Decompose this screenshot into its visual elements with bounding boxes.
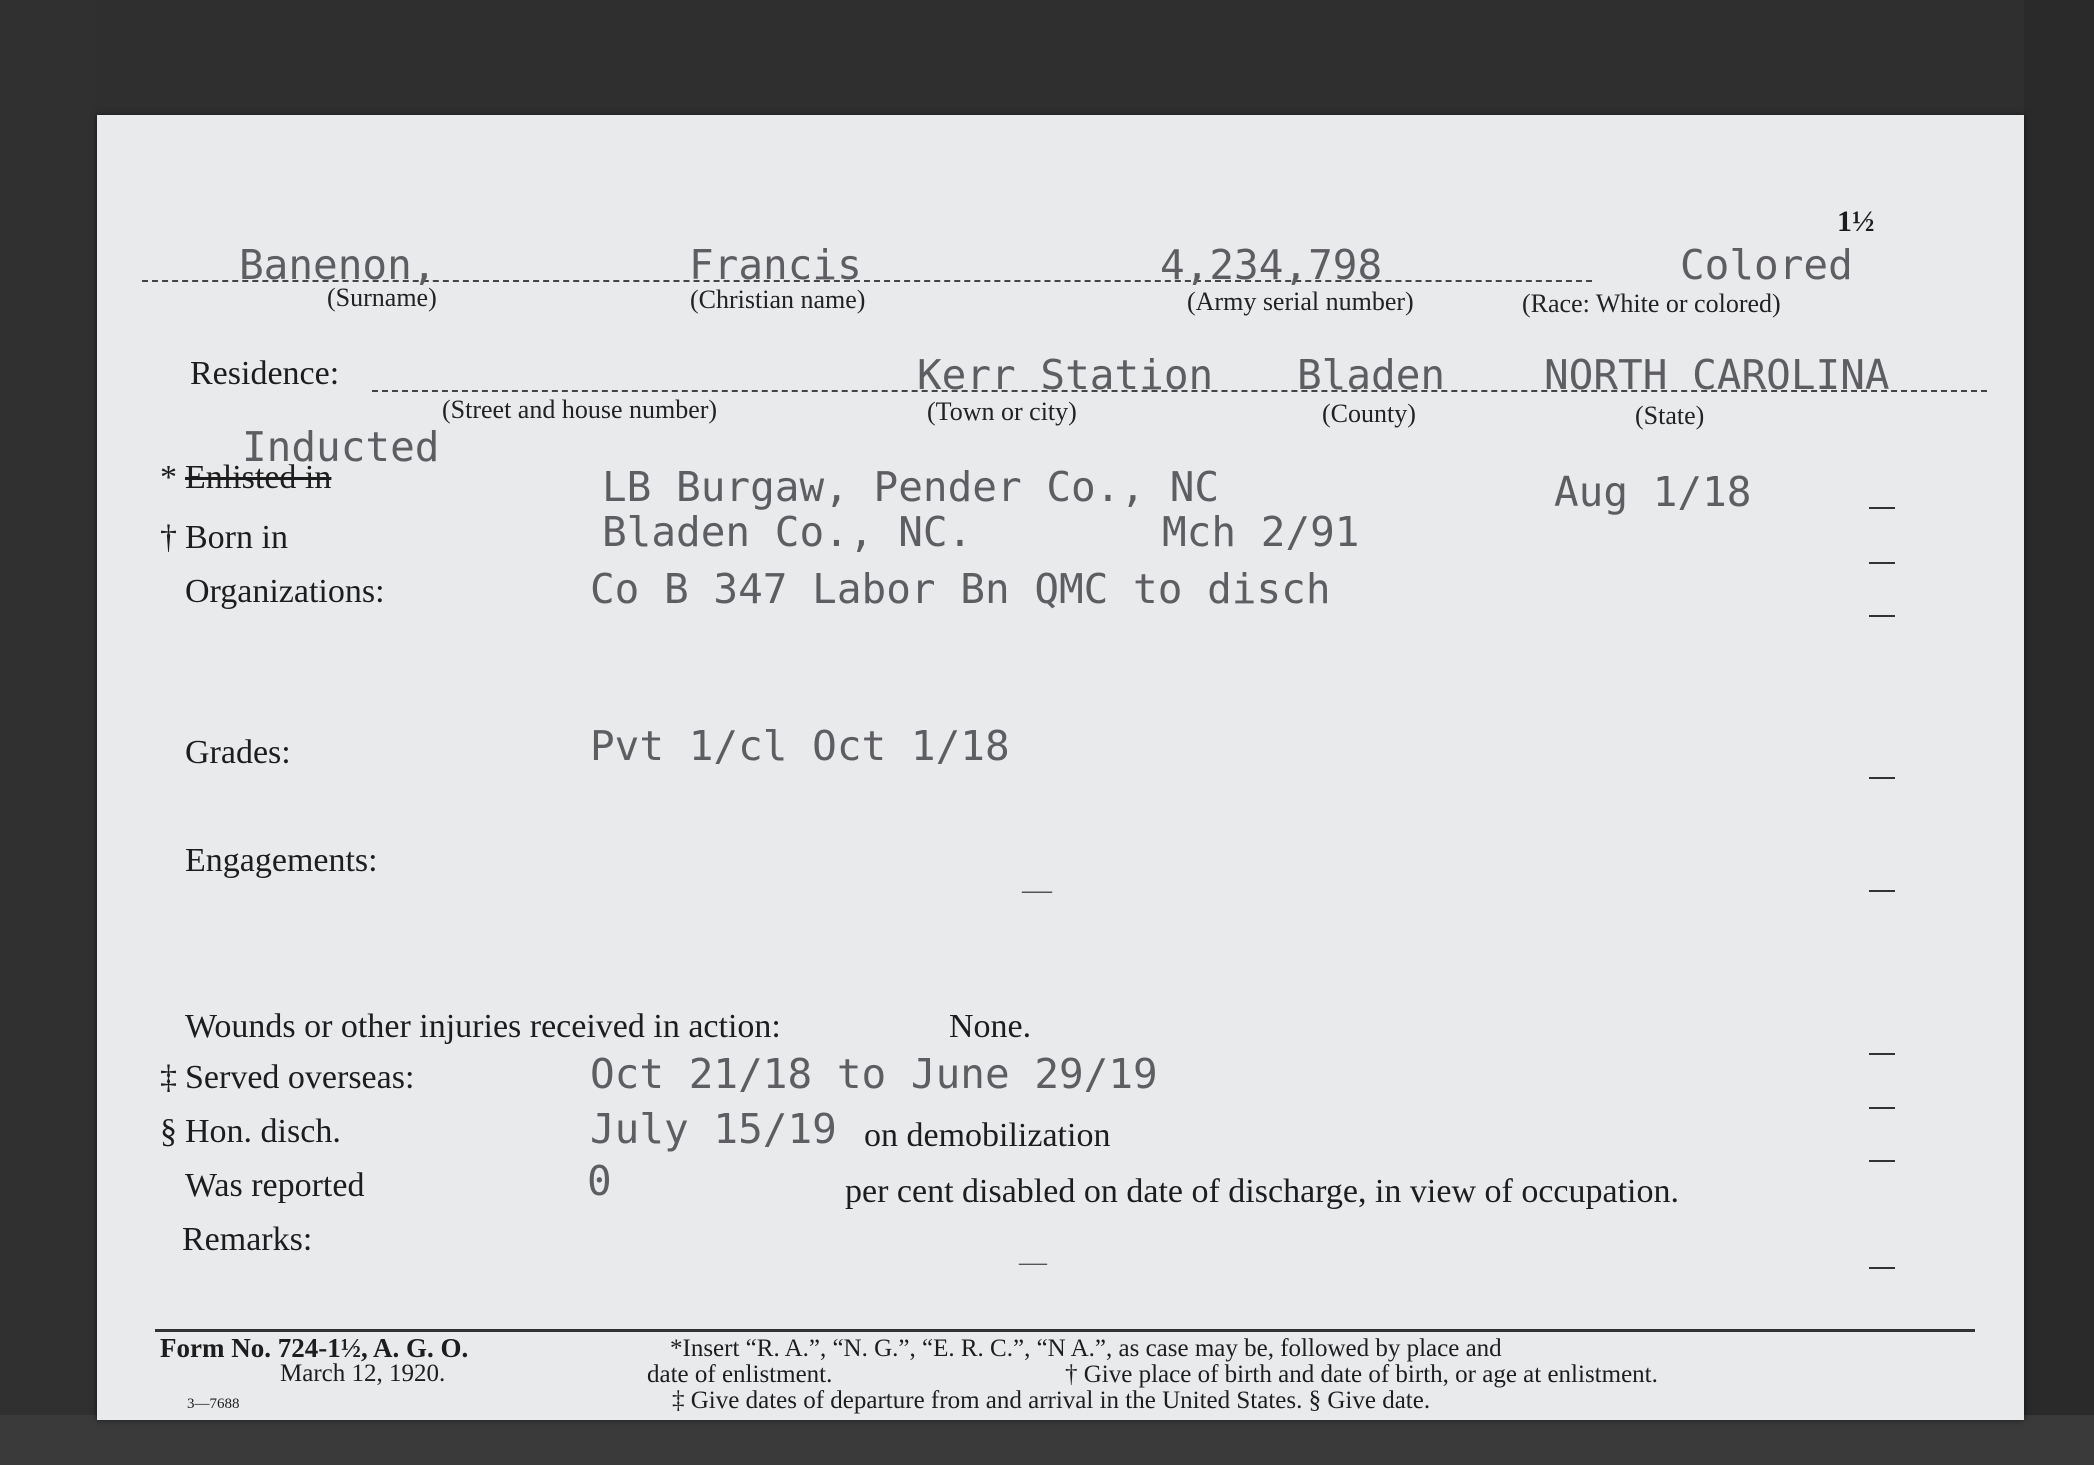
born-date-value: Mch 2/91 <box>1162 508 1360 556</box>
overseas-label: Served overseas: <box>185 1059 415 1096</box>
overseas-dash <box>1869 1053 1895 1055</box>
organizations-dash <box>1869 615 1895 617</box>
christian-name-caption: (Christian name) <box>690 285 866 314</box>
wounds-value: None. <box>949 1008 1032 1045</box>
enlisted-dash <box>1869 507 1895 509</box>
organizations-value: Co B 347 Labor Bn QMC to disch <box>590 565 1331 613</box>
corner-number: 1½ <box>1837 205 1875 238</box>
inserted-inducted-word: Inducted <box>242 423 440 471</box>
footer-rule <box>155 1329 1975 1332</box>
discharge-label: Hon. disch. <box>185 1113 341 1150</box>
footnote-enlistment-date: date of enlistment. <box>647 1361 833 1388</box>
surname-caption: (Surname) <box>327 283 437 312</box>
discharge-dash-2 <box>1869 1160 1895 1162</box>
residence-county-value: Bladen <box>1297 351 1446 399</box>
serial-number-value: 4,234,798 <box>1160 241 1383 289</box>
discharge-suffix: on demobilization <box>864 1117 1111 1154</box>
born-marker: † <box>160 519 177 556</box>
overseas-value: Oct 21/18 to June 29/19 <box>590 1050 1158 1098</box>
county-caption: (County) <box>1322 399 1416 428</box>
enlisted-place-value: LB Burgaw, Pender Co., NC <box>602 463 1220 511</box>
footnote-insert: *Insert “R. A.”, “N. G.”, “E. R. C.”, “N A.”, as case may be, followed by place and <box>670 1335 1502 1362</box>
grades-value: Pvt 1/cl Oct 1/18 <box>590 722 1010 770</box>
discharge-marker: § <box>160 1113 177 1150</box>
scanner-background-bottom <box>0 1415 2094 1465</box>
christian-name-value: Francis <box>689 241 862 289</box>
remarks-label: Remarks: <box>182 1221 313 1258</box>
born-label: Born in <box>185 519 288 556</box>
discharge-date-value: July 15/19 <box>590 1105 837 1153</box>
grades-dash <box>1869 777 1895 779</box>
residence-label: Residence: <box>190 355 340 392</box>
residence-town-value: Kerr Station <box>917 351 1214 399</box>
overseas-marker: ‡ <box>160 1059 177 1096</box>
discharge-dash <box>1869 1107 1895 1109</box>
engagements-label: Engagements: <box>185 842 378 879</box>
form-number: Form No. 724-1½, A. G. O. <box>160 1333 469 1363</box>
print-code: 3—7688 <box>187 1396 240 1412</box>
grades-label: Grades: <box>185 734 291 771</box>
remarks-dash <box>1869 1267 1895 1269</box>
engagements-dash <box>1869 890 1895 892</box>
born-dash <box>1869 562 1895 564</box>
form-date: March 12, 1920. <box>280 1360 446 1387</box>
state-caption: (State) <box>1635 401 1705 430</box>
footnote-birth: † Give place of birth and date of birth, or age at enlistment. <box>1065 1361 1658 1388</box>
race-caption: (Race: White or colored) <box>1522 289 1781 318</box>
residence-state-value: NORTH CAROLINA <box>1544 351 1890 399</box>
born-place-value: Bladen Co., NC. <box>602 508 973 556</box>
footnote-overseas: ‡ Give dates of departure from and arrival in the United States. § Give date. <box>672 1387 1431 1414</box>
race-value: Colored <box>1680 241 1853 289</box>
serial-number-caption: (Army serial number) <box>1187 287 1414 316</box>
service-record-card <box>97 115 2024 1420</box>
reported-text: per cent disabled on date of discharge, in view of occupation. <box>845 1173 1679 1210</box>
town-caption: (Town or city) <box>927 397 1077 426</box>
enlisted-date-value: Aug 1/18 <box>1554 468 1752 516</box>
surname-value: Banenon, <box>239 241 437 289</box>
enlisted-marker: * <box>160 459 177 496</box>
reported-label: Was reported <box>185 1167 365 1204</box>
remarks-value: — <box>1019 1247 1047 1278</box>
engagements-value: — <box>1022 873 1052 906</box>
enlisted-label: Enlisted in <box>185 459 332 496</box>
street-caption: (Street and house number) <box>442 395 718 424</box>
reported-value: 0 <box>587 1157 612 1205</box>
organizations-label: Organizations: <box>185 573 385 610</box>
scanner-background-left <box>0 0 95 1465</box>
scanner-background-top <box>0 0 2094 115</box>
scanner-background-right <box>2024 0 2094 1465</box>
wounds-label: Wounds or other injuries received in action: <box>185 1008 781 1045</box>
